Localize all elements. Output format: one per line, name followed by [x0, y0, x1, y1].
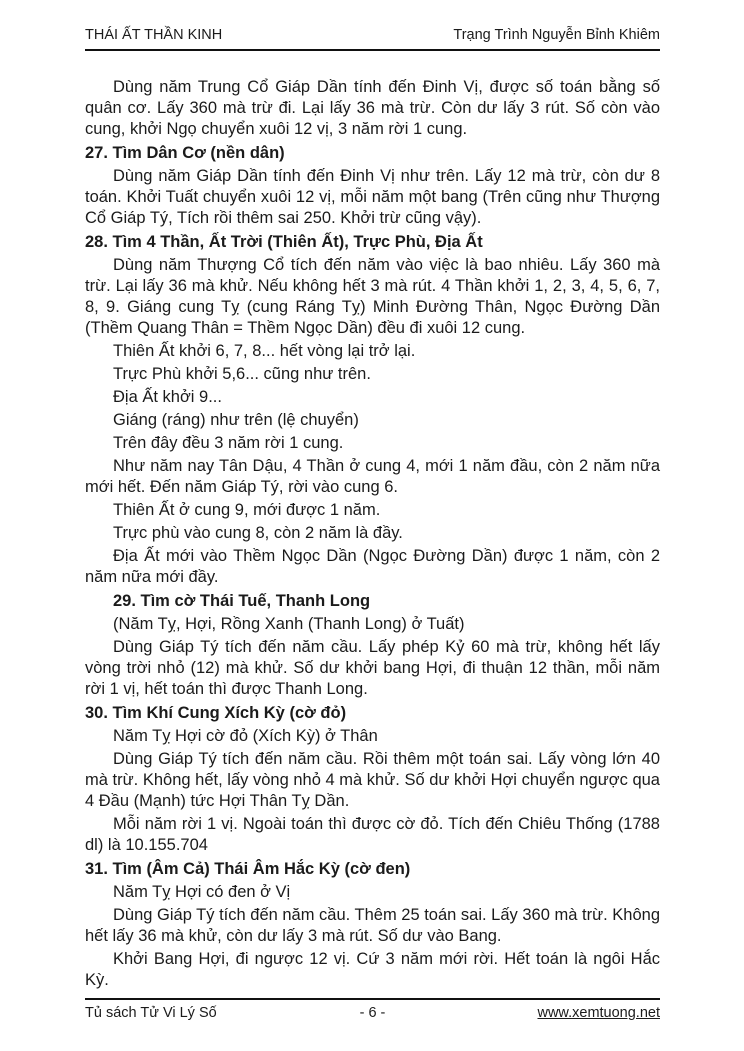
- paragraph: Thiên Ất khởi 6, 7, 8... hết vòng lại trở lại.: [113, 342, 416, 360]
- paragraph: Khởi Bang Hợi, đi ngược 12 vị. Cứ 3 năm mới rời. Hết toán là ngôi Hắc Kỳ.: [85, 950, 660, 989]
- footer-website-link[interactable]: www.xemtuong.net: [537, 1005, 660, 1021]
- paragraph: (Năm Tỵ, Hợi, Rồng Xanh (Thanh Long) ở Tuất): [113, 615, 465, 633]
- paragraph: Trên đây đều 3 năm rời 1 cung.: [113, 434, 344, 452]
- paragraph: Năm Tỵ Hợi cờ đỏ (Xích Kỳ) ở Thân: [113, 727, 378, 745]
- paragraph: Địa Ất mới vào Thềm Ngọc Dần (Ngọc Đường Dần) được 1 năm, còn 2 năm nữa mới đầy.: [85, 547, 660, 586]
- paragraph: Dùng năm Giáp Dần tính đến Đinh Vị như trên. Lấy 12 mà trừ, còn dư 8 toán. Khởi Tuất chuyển xuôi 12 vị, mỗi năm một bang (Trên cũng như Thượng Cổ Giáp Tý, Tích rồi thêm sai 250. Khởi trừ cũng vậy).: [85, 167, 660, 227]
- paragraph: Dùng Giáp Tý tích đến năm cầu. Thêm 25 toán sai. Lấy 360 mà trừ. Không hết lấy 36 mà khử, còn dư lấy 3 mà rút. Số dư vào Bang.: [85, 906, 660, 945]
- section-heading: 31. Tìm (Âm Cả) Thái Âm Hắc Kỳ (cờ đen): [85, 860, 411, 878]
- footer-page-number: - 6 -: [359, 1005, 386, 1021]
- paragraph: Địa Ất khởi 9...: [113, 388, 222, 406]
- paragraph: Dùng Giáp Tý tích đến năm cầu. Lấy phép Kỷ 60 mà trừ, không hết lấy vòng trời nhỏ (12) mà khử. Số dư khởi bang Hợi, đi thuận 12 thần, mỗi năm rời 1 vị, hết toán thì được Thanh Long.: [85, 638, 660, 698]
- paragraph: Trực phù vào cung 8, còn 2 năm là đầy.: [113, 524, 403, 542]
- paragraph: Dùng năm Trung Cổ Giáp Dần tính đến Đinh Vị, được số toán bằng số quân cơ. Lấy 360 mà trừ đi. Lại lấy 36 mà trừ. Còn dư lấy 3 rút. Số còn vào cung, khởi Ngọ chuyển xuôi 12 vị, 3 năm rời 1 cung.: [85, 78, 660, 138]
- paragraph: Dùng năm Thượng Cổ tích đến năm vào việc là bao nhiêu. Lấy 360 mà trừ. Lại lấy 36 mà khử. Nếu không hết 3 mà rút. 4 Thần khởi 1, 2, 3, 4, 5, 6, 7, 8, 9. Giáng cung Tỵ (cung Ráng Tỵ) Minh Đường Thân, Ngọc Đường Dần (Thềm Quang Thân = Thềm Ngọc Dần) đều đi xuôi 12 cung.: [85, 256, 660, 337]
- page-footer: [85, 998, 660, 1021]
- paragraph: Mỗi năm rời 1 vị. Ngoài toán thì được cờ đỏ. Tích đến Chiêu Thống (1788 dl) là 10.155.704: [85, 815, 660, 854]
- section-heading: 30. Tìm Khí Cung Xích Kỳ (cờ đỏ): [85, 704, 347, 722]
- section-heading: 29. Tìm cờ Thái Tuế, Thanh Long: [113, 592, 371, 610]
- paragraph: Thiên Ất ở cung 9, mới được 1 năm.: [113, 501, 381, 519]
- header-book-title: THÁI ẤT THẦN KINH: [85, 27, 223, 43]
- page-body: [85, 77, 660, 993]
- section-heading: 27. Tìm Dân Cơ (nền dân): [85, 144, 285, 162]
- paragraph: Trực Phù khởi 5,6... cũng như trên.: [113, 365, 371, 383]
- paragraph: Giáng (ráng) như trên (lệ chuyển): [113, 411, 359, 429]
- header-author-title: Trạng Trình Nguyễn Bỉnh Khiêm: [453, 27, 660, 43]
- footer-series-title: Tủ sách Tử Vi Lý Số: [85, 1005, 217, 1021]
- paragraph: Năm Tỵ Hợi có đen ở Vị: [113, 883, 291, 901]
- paragraph: Như năm nay Tân Dậu, 4 Thần ở cung 4, mới 1 năm đầu, còn 2 năm nữa mới hết. Đến năm Giáp Tý, rời vào cung 6.: [85, 457, 660, 496]
- section-heading: 28. Tìm 4 Thần, Ất Trời (Thiên Ất), Trực Phù, Địa Ất: [85, 233, 483, 251]
- page-header: [85, 27, 660, 51]
- paragraph: Dùng Giáp Tý tích đến năm cầu. Rồi thêm một toán sai. Lấy vòng lớn 40 mà trừ. Không hết, lấy vòng nhỏ 4 mà khử. Số dư khởi Hợi chuyển ngược qua 4 Đầu (Mạnh) tức Hợi Thân Tỵ Dần.: [85, 750, 660, 810]
